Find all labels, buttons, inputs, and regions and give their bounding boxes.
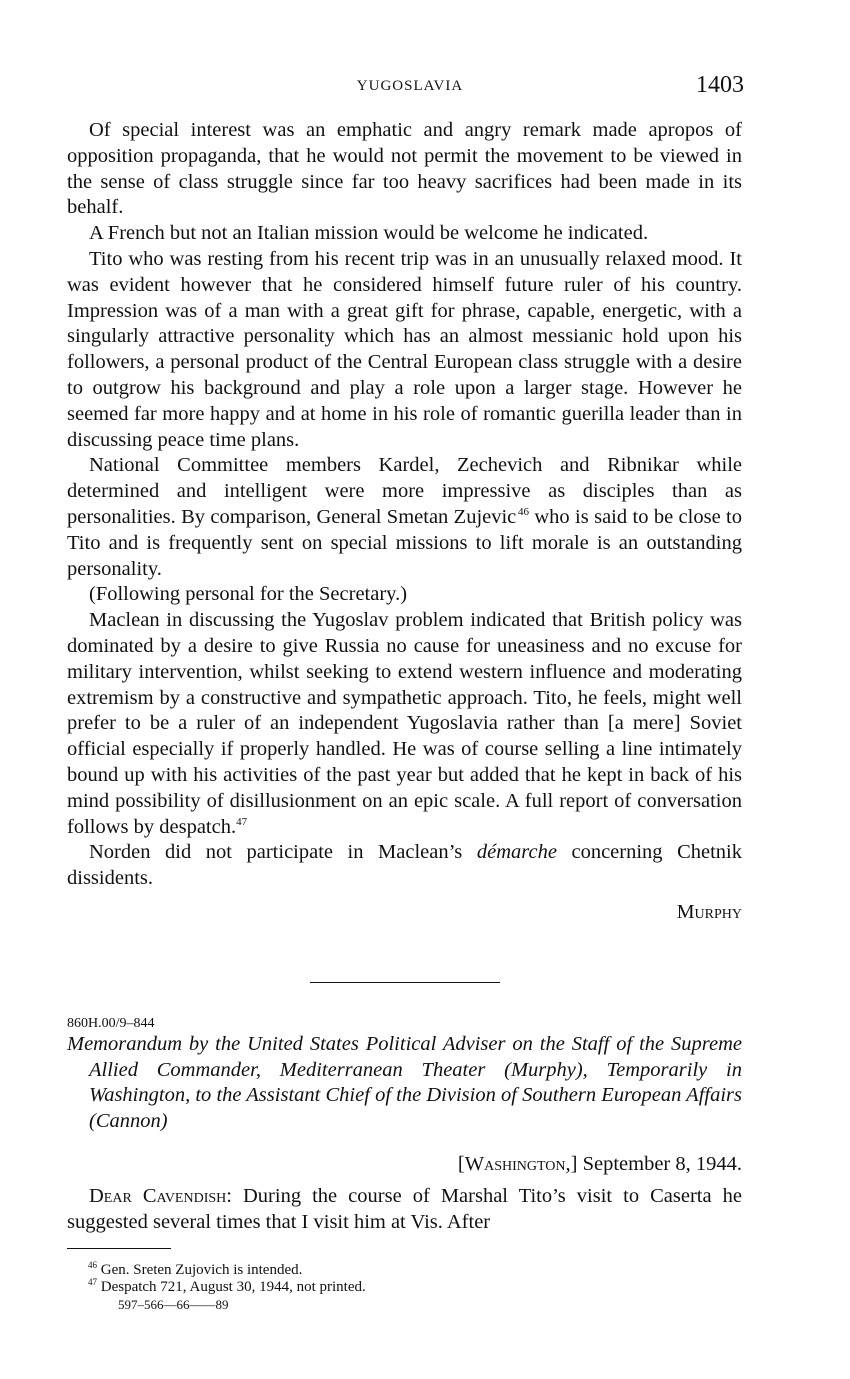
- footnote-ref-47[interactable]: 47: [236, 815, 248, 828]
- paragraph: [67, 840, 742, 892]
- footnote-marker: 47: [88, 1277, 97, 1287]
- dateline-date: September 8, 1944.: [582, 1153, 742, 1175]
- paragraph-text: concerning Chetnik dissidents.: [67, 841, 742, 890]
- signature: Murphy: [676, 900, 742, 923]
- paragraph: Of special interest was an emphatic and angry remark made apropos of opposition propaganda, that he would not permit the movement to be viewed in the sense of class struggle since far too heavy sacrifices had been made in its behalf.: [67, 119, 742, 219]
- paragraph: Tito who was resting from his recent trip was in an unusually relaxed mood. It was evident however that he considered himself future ruler of his country. Impression was of a man with a great gift for phrase, capable, energetic, with a singularly attractive personality which has an almost messianic hold upon his followers, a personal product of the Central European class struggle with a desire to outgrow his background and play a role upon a larger stage. However he seemed far more happy and at home in his role of romantic guerilla leader than in discussing peace time plans.: [67, 247, 742, 451]
- paragraph-text: Maclean in discussing the Yugoslav problem indicated that British policy was dominated by a desire to give Russia no cause for uneasiness and no excuse for military intervention, whilst seeking to extend western influence and moderating extremism by a constructive and sympathetic approach. Tito, he feels, might well prefer to be a ruler of an independent Yugoslavia rather than [a mere] Soviet official especially if properly handled. He was of course selling a line intimately bound up with his activities of the past year but added that he kept in back of his mind possibility of disillusionment on an epic scale. A full report of conversation follows by despatch.: [67, 609, 742, 838]
- print-code: 597–566—66——89: [118, 1297, 229, 1312]
- paragraph-text: who is said to be close to Tito and is frequently sent on special missions to lift morale is an outstanding personality.: [67, 505, 742, 580]
- section-divider: [310, 982, 500, 983]
- letter-text: : During the course of Marshal Tito’s visit to Caserta he suggested several times that I visit him at Vis. After: [67, 1185, 742, 1233]
- footnote-text: Despatch 721, August 30, 1944, not printed.: [100, 1279, 366, 1295]
- page-number: 1403: [696, 72, 744, 98]
- footnote-46: [88, 1262, 366, 1279]
- paragraph: [67, 453, 742, 582]
- dateline-place: [Washington,]: [457, 1153, 578, 1175]
- dateline: [458, 1153, 742, 1176]
- salutation: Dear Cavendish: [89, 1185, 227, 1207]
- paragraph-text: Norden did not participate in Maclean’s: [89, 841, 477, 864]
- body-text: [67, 118, 742, 926]
- footnote-marker: 46: [88, 1260, 97, 1270]
- paragraph: (Following personal for the Secretary.): [89, 583, 408, 606]
- footnote-47: [88, 1279, 366, 1296]
- paragraph-text: National Committee members Kardel, Zechevich and Ribnikar while determined and intelligent were more impressive as disciples than as personalities. By comparison, General Smetan Zujevic: [67, 454, 742, 528]
- footnote-ref-46[interactable]: 46: [518, 506, 529, 519]
- file-number: 860H.00/9–844: [67, 1016, 155, 1031]
- letter-opening: [67, 1183, 742, 1235]
- footnotes: [88, 1262, 366, 1313]
- footnote-text: Gen. Sreten Zujovich is intended.: [100, 1262, 303, 1278]
- running-title: YUGOSLAVIA: [356, 78, 464, 94]
- footnote-divider: [67, 1248, 171, 1249]
- document-title: Memorandum by the United States Political Adviser on the Staff of the Supreme Allied Commander, Mediterranean Theater (Murphy), Temporarily in Washington, to the Assistant Chief of the Division of Southern European Affairs (Cannon): [67, 1033, 742, 1132]
- paragraph: A French but not an Italian mission would be welcome he indicated.: [89, 222, 649, 245]
- paragraph: [67, 608, 742, 840]
- italic-term: démarche: [476, 841, 557, 864]
